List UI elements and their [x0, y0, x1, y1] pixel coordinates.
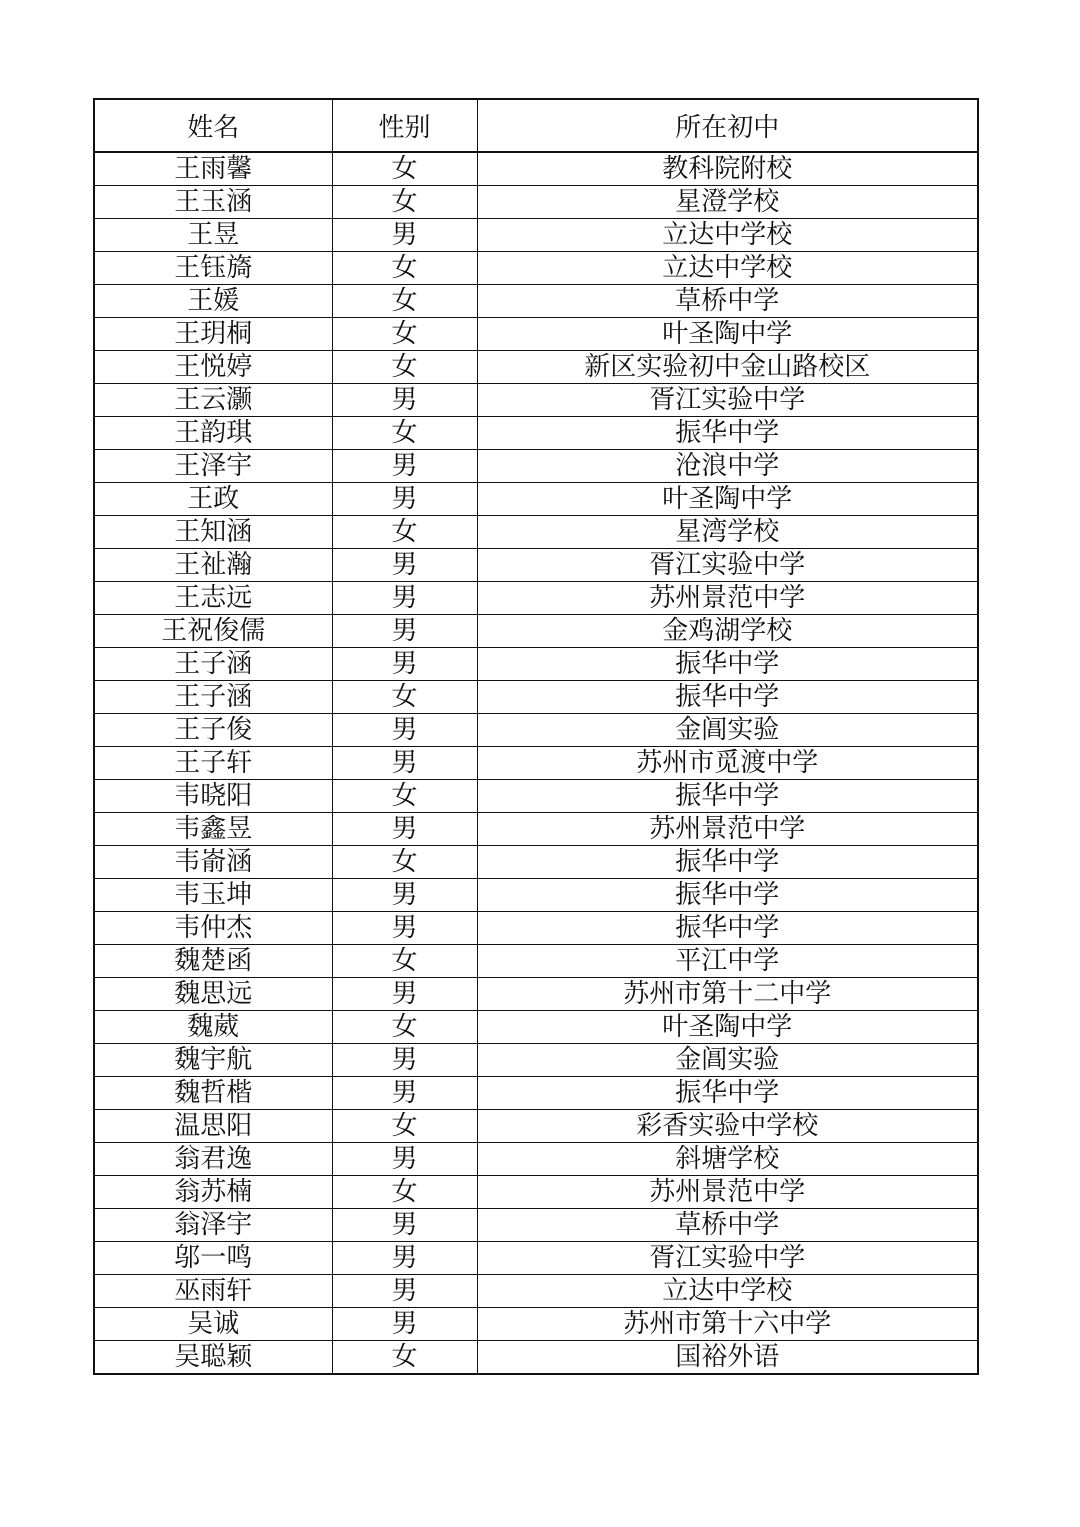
cell-name: 翁君逸	[94, 1143, 332, 1176]
cell-name: 王雨馨	[94, 152, 332, 186]
table-body	[94, 152, 978, 1374]
cell-school: 胥江实验中学	[477, 549, 978, 582]
table-row	[94, 318, 978, 351]
cell-school: 振华中学	[477, 780, 978, 813]
cell-name: 王志远	[94, 582, 332, 615]
cell-gender: 男	[332, 450, 477, 483]
cell-gender: 男	[332, 1044, 477, 1077]
table-row	[94, 747, 978, 780]
cell-school: 振华中学	[477, 846, 978, 879]
table-row	[94, 1077, 978, 1110]
table-row	[94, 1044, 978, 1077]
cell-name: 翁泽宇	[94, 1209, 332, 1242]
cell-gender: 女	[332, 1176, 477, 1209]
table-row	[94, 1242, 978, 1275]
cell-school: 苏州景范中学	[477, 582, 978, 615]
cell-school: 振华中学	[477, 879, 978, 912]
cell-gender: 女	[332, 516, 477, 549]
table-row	[94, 879, 978, 912]
cell-gender: 男	[332, 978, 477, 1011]
cell-school: 振华中学	[477, 681, 978, 714]
cell-name: 翁苏楠	[94, 1176, 332, 1209]
cell-name: 魏楚函	[94, 945, 332, 978]
cell-gender: 男	[332, 219, 477, 252]
cell-gender: 男	[332, 714, 477, 747]
cell-gender: 男	[332, 1242, 477, 1275]
cell-name: 巫雨轩	[94, 1275, 332, 1308]
table-row	[94, 648, 978, 681]
table-row	[94, 780, 978, 813]
cell-gender: 女	[332, 186, 477, 219]
cell-school: 苏州市第十六中学	[477, 1308, 978, 1341]
cell-name: 王钰旖	[94, 252, 332, 285]
cell-name: 邬一鸣	[94, 1242, 332, 1275]
cell-school: 沧浪中学	[477, 450, 978, 483]
cell-gender: 男	[332, 549, 477, 582]
cell-gender: 男	[332, 912, 477, 945]
cell-name: 王子涵	[94, 681, 332, 714]
cell-gender: 女	[332, 1110, 477, 1143]
cell-gender: 女	[332, 318, 477, 351]
table-row	[94, 483, 978, 516]
cell-name: 王子轩	[94, 747, 332, 780]
cell-school: 教科院附校	[477, 152, 978, 186]
table-row	[94, 285, 978, 318]
table-row	[94, 978, 978, 1011]
table-row	[94, 945, 978, 978]
cell-gender: 男	[332, 648, 477, 681]
cell-name: 吴聪颖	[94, 1341, 332, 1375]
cell-school: 金阊实验	[477, 714, 978, 747]
cell-name: 温思阳	[94, 1110, 332, 1143]
cell-school: 新区实验初中金山路校区	[477, 351, 978, 384]
cell-name: 王子涵	[94, 648, 332, 681]
cell-school: 国裕外语	[477, 1341, 978, 1375]
cell-name: 韦鑫昱	[94, 813, 332, 846]
table-row	[94, 912, 978, 945]
cell-gender: 女	[332, 846, 477, 879]
cell-school: 胥江实验中学	[477, 384, 978, 417]
cell-gender: 女	[332, 780, 477, 813]
table-row	[94, 681, 978, 714]
table-row	[94, 152, 978, 186]
table-row	[94, 1176, 978, 1209]
cell-name: 王祝俊儒	[94, 615, 332, 648]
table-row	[94, 450, 978, 483]
table-row	[94, 1011, 978, 1044]
cell-gender: 男	[332, 384, 477, 417]
cell-school: 斜塘学校	[477, 1143, 978, 1176]
cell-name: 魏哲楷	[94, 1077, 332, 1110]
cell-school: 苏州市觅渡中学	[477, 747, 978, 780]
cell-name: 王政	[94, 483, 332, 516]
cell-gender: 男	[332, 582, 477, 615]
table-row	[94, 846, 978, 879]
cell-school: 胥江实验中学	[477, 1242, 978, 1275]
cell-name: 王韵琪	[94, 417, 332, 450]
cell-gender: 男	[332, 879, 477, 912]
cell-name: 王媛	[94, 285, 332, 318]
cell-name: 王泽宇	[94, 450, 332, 483]
cell-gender: 女	[332, 152, 477, 186]
cell-gender: 男	[332, 1275, 477, 1308]
cell-name: 王悦婷	[94, 351, 332, 384]
table-row	[94, 219, 978, 252]
header-name: 姓名	[94, 99, 332, 152]
cell-gender: 男	[332, 1209, 477, 1242]
cell-name: 王玥桐	[94, 318, 332, 351]
table-row	[94, 549, 978, 582]
cell-name: 魏葳	[94, 1011, 332, 1044]
table-row	[94, 615, 978, 648]
cell-gender: 男	[332, 1308, 477, 1341]
cell-gender: 女	[332, 1011, 477, 1044]
cell-gender: 女	[332, 1341, 477, 1375]
cell-gender: 男	[332, 483, 477, 516]
table-row	[94, 1110, 978, 1143]
cell-name: 韦仲杰	[94, 912, 332, 945]
cell-name: 王云灏	[94, 384, 332, 417]
header-school: 所在初中	[477, 99, 978, 152]
cell-gender: 女	[332, 351, 477, 384]
cell-school: 彩香实验中学校	[477, 1110, 978, 1143]
cell-school: 立达中学校	[477, 219, 978, 252]
cell-gender: 女	[332, 681, 477, 714]
cell-name: 韦玉坤	[94, 879, 332, 912]
table-row	[94, 582, 978, 615]
student-roster-table	[93, 98, 979, 1375]
cell-name: 王玉涵	[94, 186, 332, 219]
cell-school: 苏州市第十二中学	[477, 978, 978, 1011]
cell-gender: 女	[332, 417, 477, 450]
table-header-row	[94, 99, 978, 152]
table-row	[94, 813, 978, 846]
cell-gender: 男	[332, 615, 477, 648]
cell-school: 振华中学	[477, 417, 978, 450]
cell-gender: 男	[332, 747, 477, 780]
cell-name: 吴诚	[94, 1308, 332, 1341]
table-row	[94, 384, 978, 417]
cell-name: 韦嵛涵	[94, 846, 332, 879]
cell-school: 草桥中学	[477, 285, 978, 318]
cell-school: 振华中学	[477, 648, 978, 681]
table-row	[94, 351, 978, 384]
cell-school: 立达中学校	[477, 252, 978, 285]
cell-school: 星澄学校	[477, 186, 978, 219]
cell-name: 魏思远	[94, 978, 332, 1011]
header-gender: 性别	[332, 99, 477, 152]
cell-gender: 男	[332, 1077, 477, 1110]
cell-name: 王子俊	[94, 714, 332, 747]
cell-school: 平江中学	[477, 945, 978, 978]
cell-gender: 女	[332, 285, 477, 318]
cell-gender: 男	[332, 1143, 477, 1176]
table-row	[94, 516, 978, 549]
cell-school: 金鸡湖学校	[477, 615, 978, 648]
cell-gender: 男	[332, 813, 477, 846]
cell-school: 立达中学校	[477, 1275, 978, 1308]
cell-name: 魏宇航	[94, 1044, 332, 1077]
table-row	[94, 1143, 978, 1176]
cell-gender: 女	[332, 945, 477, 978]
cell-name: 王祉瀚	[94, 549, 332, 582]
cell-gender: 女	[332, 252, 477, 285]
table-row	[94, 1209, 978, 1242]
cell-school: 振华中学	[477, 912, 978, 945]
cell-school: 苏州景范中学	[477, 1176, 978, 1209]
table-row	[94, 186, 978, 219]
cell-school: 星湾学校	[477, 516, 978, 549]
cell-school: 叶圣陶中学	[477, 483, 978, 516]
table-row	[94, 1308, 978, 1341]
cell-school: 叶圣陶中学	[477, 318, 978, 351]
cell-school: 草桥中学	[477, 1209, 978, 1242]
cell-name: 韦晓阳	[94, 780, 332, 813]
cell-school: 苏州景范中学	[477, 813, 978, 846]
table-row	[94, 417, 978, 450]
table-row	[94, 1341, 978, 1375]
cell-school: 振华中学	[477, 1077, 978, 1110]
table-row	[94, 1275, 978, 1308]
table-row	[94, 714, 978, 747]
cell-school: 叶圣陶中学	[477, 1011, 978, 1044]
table-row	[94, 252, 978, 285]
cell-name: 王昱	[94, 219, 332, 252]
cell-name: 王知涵	[94, 516, 332, 549]
cell-school: 金阊实验	[477, 1044, 978, 1077]
